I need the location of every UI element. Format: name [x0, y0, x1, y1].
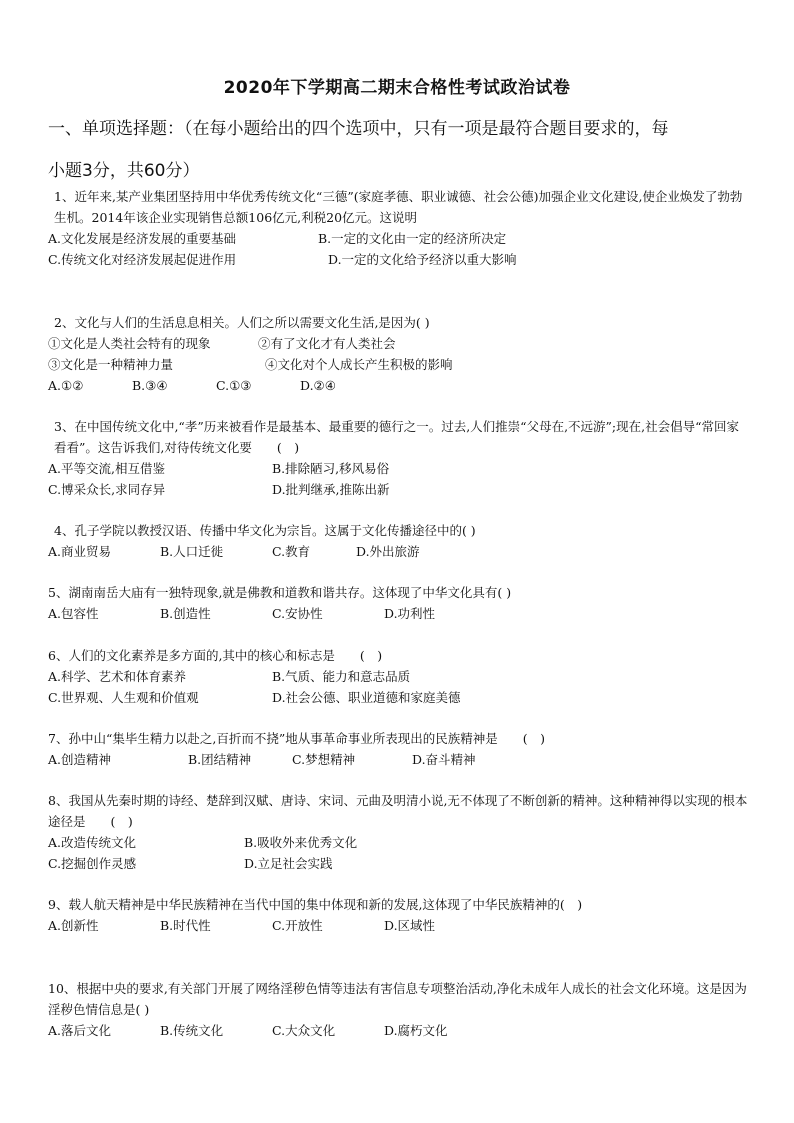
option: C.博采众长,求同存异: [48, 482, 166, 497]
option: A.落后文化: [48, 1023, 112, 1038]
question-stem: 3、在中国传统文化中,“孝”历来被看作是最基本、最重要的德行之一。过去,人们推崇“父母在,不远游”;现在,社会倡导“常回家看看”。这告诉我们,对待传统文化要 ( ): [54, 419, 740, 455]
option: B.创造性: [160, 606, 211, 621]
option: C.教育: [272, 544, 311, 559]
question-10: [48, 978, 748, 1041]
option: D.奋斗精神: [412, 752, 476, 767]
option: C.世界观、人生观和价值观: [48, 690, 199, 705]
option: B.人口迁徙: [160, 544, 224, 559]
option: A.商业贸易: [48, 544, 112, 559]
option: A.创造精神: [48, 752, 112, 767]
option: C.开放性: [272, 918, 323, 933]
page-title: 2020年下学期高二期末合格性考试政治试卷: [223, 78, 571, 98]
option: B.气质、能力和意志品质: [272, 669, 411, 684]
option: C.①③: [216, 378, 252, 393]
option: ③文化是一种精神力量: [48, 357, 174, 372]
option: C.挖掘创作灵感: [48, 856, 137, 871]
question-stem: 7、孙中山“集毕生精力以赴之,百折而不挠”地从事革命事业所表现出的民族精神是 ( ): [48, 731, 545, 746]
option: D.区域性: [384, 918, 436, 933]
question-2: [48, 312, 748, 396]
question-7: [48, 728, 748, 770]
option: B.排除陋习,移风易俗: [272, 461, 390, 476]
option: B.一定的文化由一定的经济所决定: [318, 231, 507, 246]
option: ②有了文化才有人类社会: [258, 336, 396, 351]
section-heading: [48, 111, 758, 189]
option: D.立足社会实践: [244, 856, 333, 871]
question-8: [48, 790, 748, 874]
option: A.改造传统文化: [48, 835, 137, 850]
question-3: [48, 416, 748, 500]
option: B.传统文化: [160, 1023, 224, 1038]
section-heading-line1: 一、单项选择题：（在每小题给出的四个选项中，只有一项是最符合题目要求的，每: [48, 119, 669, 139]
section-heading-line2: 小题3分，共60分）: [48, 161, 200, 181]
option: C.安协性: [272, 606, 323, 621]
option: A.包容性: [48, 606, 99, 621]
option: B.团结精神: [188, 752, 252, 767]
option: D.腐朽文化: [384, 1023, 448, 1038]
question-stem: 10、根据中央的要求,有关部门开展了网络淫秽色情等违法有害信息专项整治活动,净化未成年人成长的社会文化环境。这是因为淫秽色情信息是( ): [48, 981, 747, 1017]
question-4: [48, 520, 748, 562]
option: B.吸收外来优秀文化: [244, 835, 358, 850]
option: A.①②: [48, 378, 84, 393]
question-6: [48, 645, 748, 708]
option: D.批判继承,推陈出新: [272, 482, 390, 497]
option: A.文化发展是经济发展的重要基础: [48, 231, 237, 246]
option: C.梦想精神: [292, 752, 356, 767]
option: C.传统文化对经济发展起促进作用: [48, 252, 237, 267]
option: B.时代性: [160, 918, 211, 933]
question-stem: 2、文化与人们的生活息息相关。人们之所以需要文化生活,是因为( ): [54, 315, 430, 330]
question-5: [48, 582, 748, 624]
question-9: [48, 894, 748, 936]
question-stem: 9、载人航天精神是中华民族精神在当代中国的集中体现和新的发展,这体现了中华民族精神的( ): [48, 897, 583, 912]
option: D.外出旅游: [356, 544, 420, 559]
option: A.平等交流,相互借鉴: [48, 461, 165, 476]
question-stem: 6、人们的文化素养是多方面的,其中的核心和标志是 ( ): [48, 648, 383, 663]
question-stem: 4、孔子学院以教授汉语、传播中华文化为宗旨。这属于文化传播途径中的( ): [54, 523, 476, 538]
question-1: [48, 186, 748, 270]
option: A.创新性: [48, 918, 99, 933]
question-stem: 1、近年来,某产业集团坚持用中华优秀传统文化“三德”(家庭孝德、职业诚德、社会公德)加强企业文化建设,使企业焕发了勃勃生机。2014年该企业实现销售总额106亿元,利税20亿元。这说明: [54, 189, 743, 225]
option: D.社会公德、职业道德和家庭美德: [272, 690, 461, 705]
option: ①文化是人类社会特有的现象: [48, 336, 211, 351]
option: D.功利性: [384, 606, 436, 621]
option: A.科学、艺术和体育素养: [48, 669, 187, 684]
question-stem: 5、湖南南岳大庙有一独特现象,就是佛教和道教和谐共存。这体现了中华文化具有( ): [48, 585, 512, 600]
option: ④文化对个人成长产生积极的影响: [265, 357, 453, 372]
option: D.②④: [300, 378, 336, 393]
option: C.大众文化: [272, 1023, 336, 1038]
question-stem: 8、我国从先秦时期的诗经、楚辞到汉赋、唐诗、宋词、元曲及明清小说,无不体现了不断创新的精神。这种精神得以实现的根本途径是 ( ): [48, 793, 748, 829]
option: D.一定的文化给予经济以重大影响: [328, 252, 517, 267]
option: B.③④: [132, 378, 168, 393]
